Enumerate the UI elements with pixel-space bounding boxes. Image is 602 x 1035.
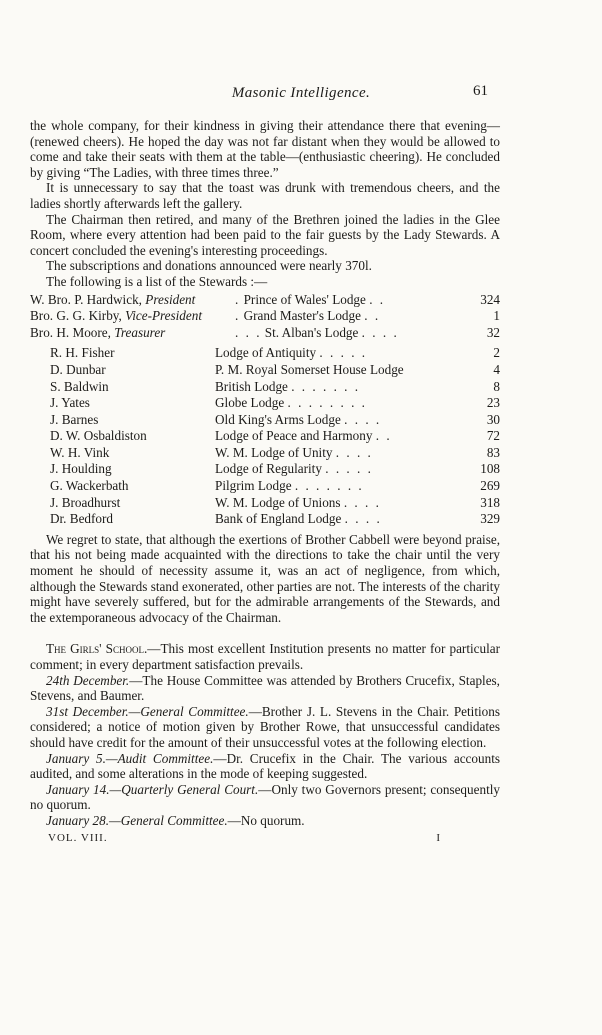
steward-row: Dr. Bedford Bank of England Lodge . . . . 329	[50, 511, 500, 527]
steward-row: S. Baldwin British Lodge . . . . . . . 8	[50, 378, 500, 394]
volume-signature: VOL. VIII.	[48, 831, 108, 844]
steward-row: J. Broadhurst W. M. Lodge of Unions . . . . 318	[50, 494, 500, 510]
steward-row: Bro. G. G. Kirby, Vice-President . Grand Master's Lodge . . 1	[30, 308, 500, 324]
paragraph-2: It is unnecessary to say that the toast was drunk with tremendous cheers, and the ladies shortly afterwards left the gallery.	[30, 180, 500, 211]
page-body	[30, 118, 500, 846]
school-entry: 31st December.—General Committee.—Brother J. L. Stevens in the Chair. Petitions considered; a notice of motion given by Brother Rowe, that unsuccessful candidates should have credit for the amount of their unsuccessful votes at the following election.	[30, 703, 500, 750]
steward-row: J. Yates Globe Lodge . . . . . . . . 23	[50, 395, 500, 411]
running-title: Masonic Intelligence.	[231, 85, 371, 101]
steward-row: R. H. Fisher Lodge of Antiquity . . . . . 2	[50, 345, 500, 361]
school-entry: January 5.—Audit Committee.—Dr. Crucefix in the Chair. The various accounts audited, and some alterations in the mode of keeping suggested.	[30, 750, 500, 782]
signature-mark: I	[436, 831, 440, 844]
section-heading: The Girls' School.	[46, 641, 148, 657]
steward-row: D. W. Osbaldiston Lodge of Peace and Harmony . . 72	[50, 428, 500, 444]
steward-row: W. H. Vink W. M. Lodge of Unity . . . . 83	[50, 444, 500, 460]
steward-row: G. Wackerbath Pilgrim Lodge . . . . . . . 269	[50, 478, 500, 494]
school-entry: 24th December.—The House Committee was attended by Brothers Crucefix, Staples, Stevens, and Baumer.	[30, 672, 500, 704]
steward-row: D. Dunbar P. M. Royal Somerset House Lodge 4	[50, 361, 500, 377]
paragraph-4: The subscriptions and donations announced were nearly 370l.	[46, 258, 372, 274]
paragraph-3: The Chairman then retired, and many of the Brethren joined the ladies in the Glee Room, where every attention had been paid to the fair guests by the Lady Stewards. A concert concluded the evening's interesting proceedings.	[30, 211, 500, 258]
school-entry: January 14.—Quarterly General Court.—Only two Governors present; consequently no quorum.	[30, 781, 500, 813]
page-footer	[30, 831, 500, 847]
paragraph-5: The following is a list of the Stewards :—	[46, 273, 268, 289]
steward-row: Bro. H. Moore, Treasurer . . . St. Alban's Lodge . . . . 32	[30, 324, 500, 340]
regret-paragraph: We regret to state, that although the exertions of Brother Cabbell were beyond praise, that his not being made acquainted with the directions to take the chair until the very moment he should of necessity assume it, was an act of negligence, from which, although the Stewards stand exonerated, other parties are not. The interests of the charity might have severely suffered, but for the admirable arrangements of the Stewards, and the extemporaneous advocacy of the Chairman.	[30, 531, 500, 625]
page-header	[0, 83, 602, 106]
steward-row: J. Houlding Lodge of Regularity . . . . . 108	[50, 461, 500, 477]
girls-school-paragraph: The Girls' School.—This most excellent Institution presents no matter for particular comment; in every department satisfaction prevails.	[30, 641, 501, 672]
steward-row: W. Bro. P. Hardwick, President . Prince of Wales' Lodge . . 324	[30, 291, 500, 307]
stewards-list	[30, 292, 500, 528]
paragraph-1: the whole company, for their kindness in giving their attendance there that evening—(renewed cheers). He hoped the day was not far distant when they would be allowed to come and take their seats with them at the table—(enthusiastic cheering). He concluded by giving “The Ladies, with three times three.”	[30, 118, 500, 180]
page-number: 61	[473, 83, 488, 99]
school-entry: January 28.—General Committee.—No quorum.	[46, 812, 305, 828]
steward-row: J. Barnes Old King's Arms Lodge . . . . 30	[50, 411, 500, 427]
